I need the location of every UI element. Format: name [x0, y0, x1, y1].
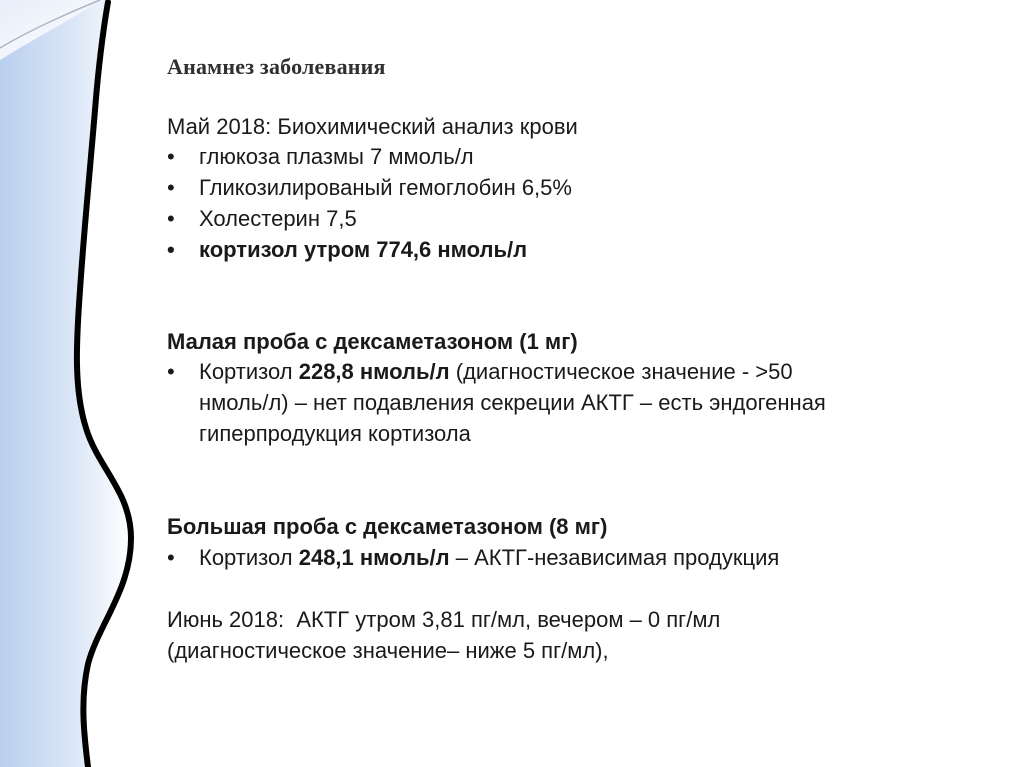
small-test-continuation-1: нмоль/л) – нет подавления секреции АКТГ – есть эндогенная [199, 390, 826, 415]
list-item [167, 142, 474, 172]
bullet-text: кортизол утром 774,6 нмоль/л [199, 237, 528, 262]
list-item [167, 357, 793, 387]
large-test-heading: Большая проба с дексаметазоном (8 мг) [167, 514, 608, 539]
bullet-icon: • [167, 237, 175, 262]
small-test-prefix: Кортизол [199, 359, 299, 384]
june-line-2: (диагностическое значение– ниже 5 пг/мл), [167, 638, 609, 663]
bullet-icon: • [167, 545, 175, 570]
list-item [167, 543, 779, 573]
slide-title: Анамнез заболевания [167, 54, 386, 79]
small-test-suffix: (диагностическое значение - >50 [449, 359, 793, 384]
bullet-icon: • [167, 206, 175, 231]
bullet-icon: • [167, 359, 175, 384]
may-header: Май 2018: Биохимический анализ крови [167, 114, 578, 139]
bullet-text: Гликозилированый гемоглобин 6,5% [199, 175, 572, 200]
bullet-icon: • [167, 175, 175, 200]
small-test-value: 228,8 нмоль/л [298, 359, 450, 384]
large-test-value: 248,1 нмоль/л [298, 545, 450, 570]
june-line-1: Июнь 2018: АКТГ утром 3,81 пг/мл, вечером – 0 пг/мл [167, 607, 721, 632]
bullet-text: глюкоза плазмы 7 ммоль/л [199, 144, 474, 169]
bullet-text: Холестерин 7,5 [199, 206, 357, 231]
small-test-continuation-2: гиперпродукция кортизола [199, 421, 471, 446]
list-item [167, 235, 527, 265]
list-item [167, 173, 572, 203]
list-item [167, 204, 357, 234]
large-test-prefix: Кортизол [199, 545, 299, 570]
small-test-heading: Малая проба с дексаметазоном (1 мг) [167, 329, 578, 354]
large-test-suffix: – АКТГ-независимая продукция [449, 545, 780, 570]
bullet-icon: • [167, 144, 175, 169]
